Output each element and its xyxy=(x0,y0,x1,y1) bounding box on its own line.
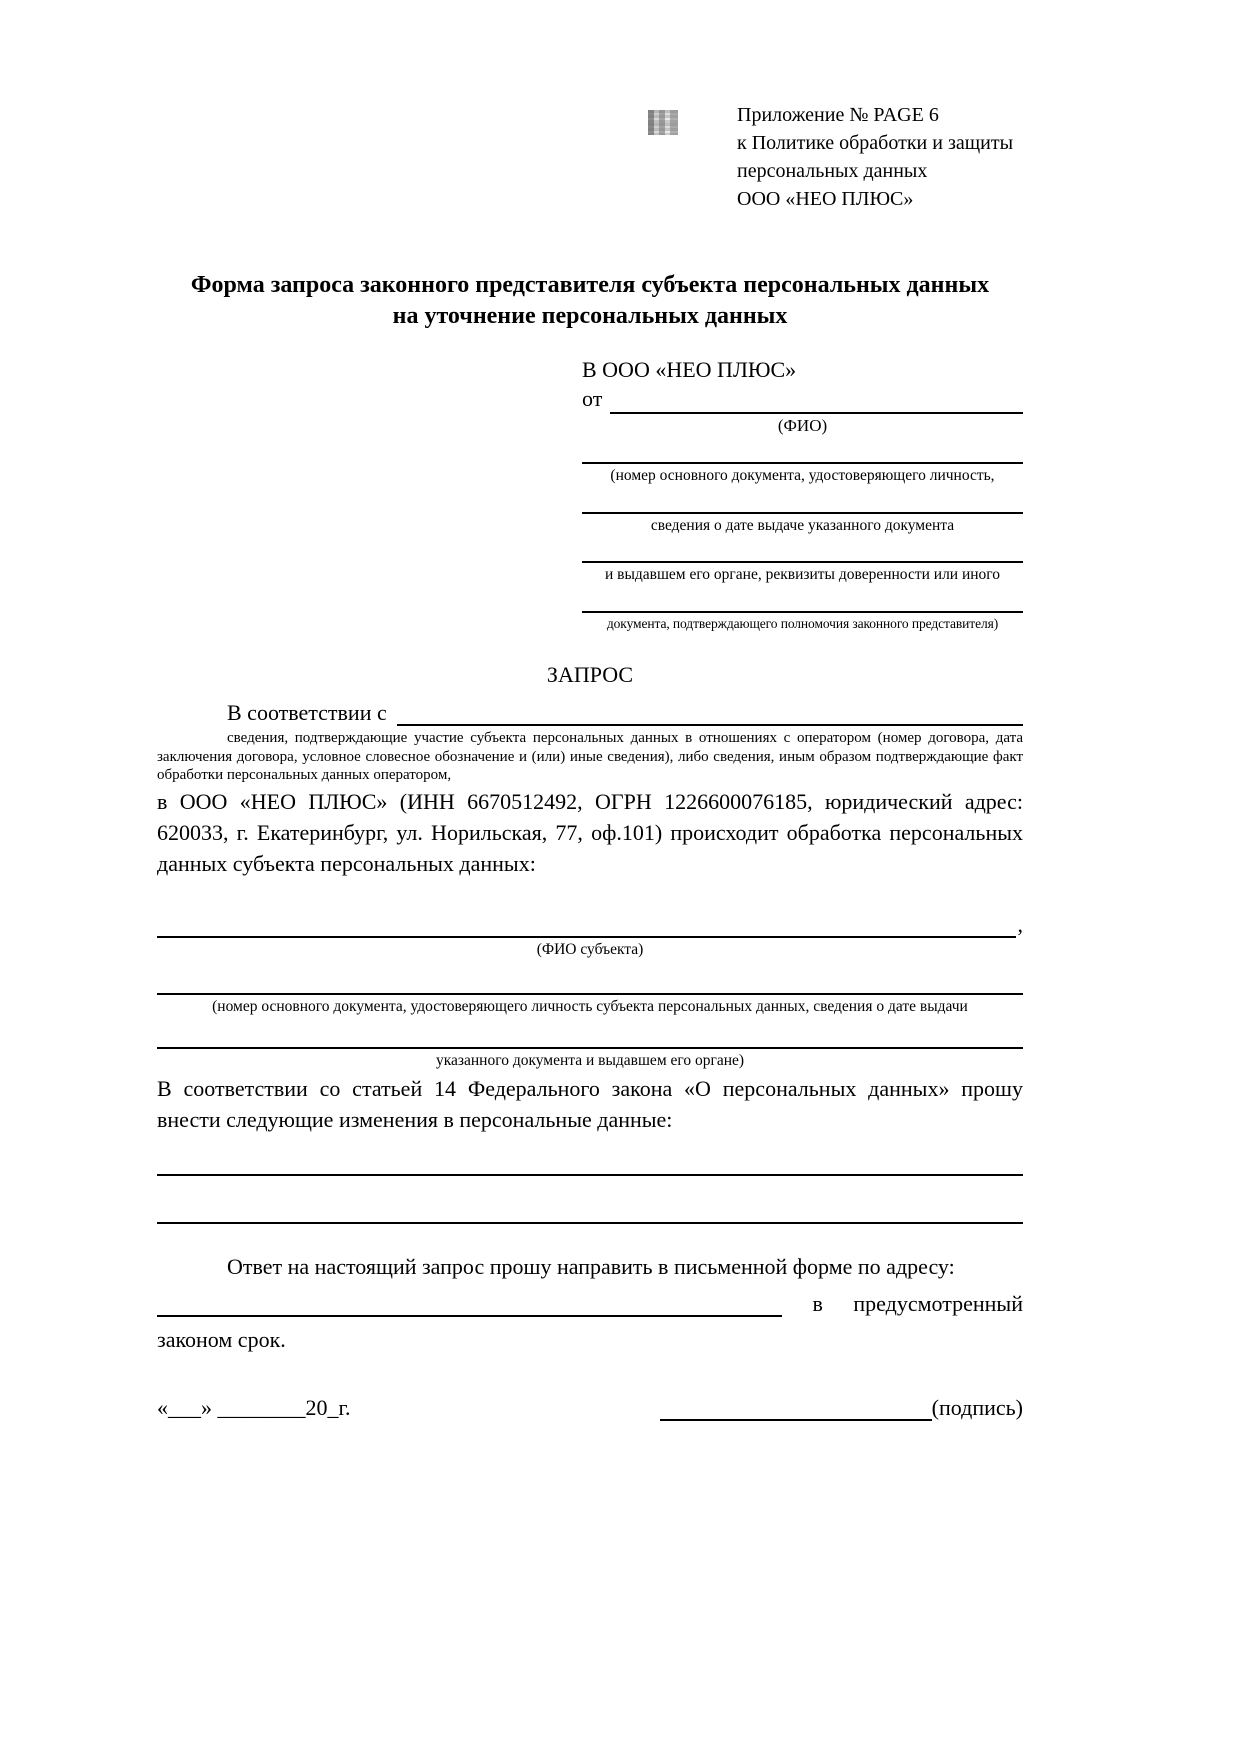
caption-authority-doc: документа, подтверждающего полномочия законного представителя) xyxy=(606,615,999,631)
operator-paragraph: в ООО «НЕО ПЛЮС» (ИНН 6670512492, ОГРН 1226600076185, юридический адрес: 620033, г. Екатеринбург, ул. Норильская, 77, оф.101) происходит обработка персональных данных субъекта персональных данных: xyxy=(157,789,1023,876)
fill-line-signature xyxy=(660,1395,932,1421)
request-heading: ЗАПРОС xyxy=(546,661,634,687)
caption-signature: (подпись) xyxy=(931,1394,1023,1420)
organization-name: ООО «НЕО ПЛЮС» xyxy=(737,188,914,210)
intro-label: В соответствии с xyxy=(227,699,387,725)
caption-subject-fio: (ФИО субъекта) xyxy=(536,940,644,958)
form-title xyxy=(157,270,1023,332)
caption-doc-issuer: и выдавшем его органе, реквизиты доверенности или иного xyxy=(604,566,1001,584)
addressee-block xyxy=(582,356,1023,632)
addressee-to: В ООО «НЕО ПЛЮС» xyxy=(582,357,797,383)
subject-trailing-comma: , xyxy=(1017,911,1023,937)
fill-line-authority-doc xyxy=(582,611,1023,613)
subject-fio-row xyxy=(157,912,1023,938)
caption-subject-doc-1: (номер основного документа, удостоверяющего личность субъекта персональных данных, сведения о дате выдачи xyxy=(212,998,968,1016)
fill-line-doc-number xyxy=(582,462,1023,464)
fill-line-subject-doc xyxy=(157,993,1023,995)
intro-row xyxy=(157,700,1023,726)
signature-right xyxy=(660,1395,1023,1421)
answer-closing: законом срок. xyxy=(157,1326,286,1352)
policy-line-1: к Политике обработки и защиты xyxy=(737,132,1014,154)
fill-line-doc-date xyxy=(582,512,1023,514)
fill-line-changes-2 xyxy=(157,1222,1023,1224)
caption-doc-date: сведения о дате выдаче указанного документа xyxy=(650,516,955,534)
fill-line-address xyxy=(157,1291,782,1317)
from-row xyxy=(582,385,1023,414)
fill-line-fio xyxy=(610,388,1023,414)
fill-line-doc-issuer xyxy=(582,561,1023,563)
fill-line-changes-1 xyxy=(157,1174,1023,1176)
date-blank: «___» ________20_г. xyxy=(157,1394,351,1420)
policy-line-2: персональных данных xyxy=(737,160,928,182)
answer-word-predusmotrennyj: предусмотренный xyxy=(853,1290,1023,1316)
signature-row xyxy=(157,1395,1023,1421)
caption-subject-doc-2: указанного документа и выдавшем его органе) xyxy=(435,1051,745,1069)
from-label: от xyxy=(582,385,603,411)
caption-doc-number: (номер основного документа, удостоверяющего личность, xyxy=(610,466,995,484)
fill-line-subject-doc-issuer xyxy=(157,1047,1023,1049)
law-paragraph: В соответствии со статьей 14 Федерального закона «О персональных данных» прошу внести следующие изменения в персональные данные: xyxy=(157,1076,1023,1133)
redacted-text-mark xyxy=(648,110,678,135)
fill-line-subject-fio xyxy=(157,912,1016,938)
caption-fio: (ФИО) xyxy=(777,415,828,435)
document-body xyxy=(157,0,1023,1421)
form-title-line-1: Форма запроса законного представителя субъекта персональных данных xyxy=(190,272,990,298)
form-title-line-2: на уточнение персональных данных xyxy=(392,303,788,330)
answer-word-v: в xyxy=(812,1290,823,1316)
basis-fine-print: сведения, подтверждающие участие субъекта персональных данных в отношениях с оператором (номер договора, дата заключения договора, условное словесное обозначение и (или) иные сведения), либо сведения, иным образом подтверждающие факт обработки персональных данных оператором, xyxy=(157,729,1023,784)
answer-address-row xyxy=(157,1291,1023,1317)
appendix-header xyxy=(737,101,1013,213)
answer-paragraph: Ответ на настоящий запрос прошу направить в письменной форме по адресу: xyxy=(227,1253,955,1279)
fill-line-basis xyxy=(397,700,1023,726)
appendix-number: Приложение № PAGE 6 xyxy=(737,104,939,126)
